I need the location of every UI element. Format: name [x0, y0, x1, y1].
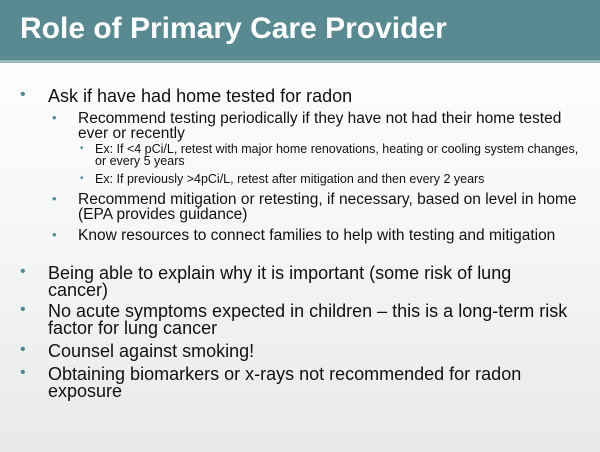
title-bar	[0, 0, 600, 63]
bullet-icon: •	[80, 173, 84, 184]
bullet-icon: •	[52, 227, 57, 242]
bullet-icon: •	[52, 191, 57, 206]
list-item: Being able to explain why it is important (some risk of lung cancer)	[48, 263, 512, 300]
list-item: Recommend mitigation or retesting, if necessary, based on level in home (EPA provides guidance)	[78, 191, 577, 223]
bullet-icon: •	[52, 110, 57, 125]
bullet-icon: •	[20, 263, 26, 280]
bullet-icon: •	[20, 86, 26, 103]
bullet-icon: •	[20, 301, 26, 318]
list-item: Ex: If <4 pCi/L, retest with major home renovations, heating or cooling system changes, or every 5 years	[95, 142, 579, 168]
list-item: Ask if have had home tested for radon	[48, 86, 353, 106]
list-item: Know resources to connect families to help with testing and mitigation	[78, 227, 556, 244]
slide-title: Role of Primary Care Provider	[20, 12, 447, 45]
list-item: Obtaining biomarkers or x-rays not recommended for radon exposure	[48, 364, 522, 401]
list-item: Ex: If previously >4pCi/L, retest after mitigation and then every 2 years	[95, 172, 485, 186]
bullet-icon: •	[20, 364, 26, 381]
list-item: Recommend testing periodically if they have not had their home tested ever or recently	[78, 110, 562, 142]
bullet-icon: •	[20, 341, 26, 358]
bullet-icon: •	[80, 143, 84, 154]
list-item: No acute symptoms expected in children – this is a long-term risk factor for lung cancer	[48, 301, 568, 338]
list-item: Counsel against smoking!	[48, 341, 255, 361]
